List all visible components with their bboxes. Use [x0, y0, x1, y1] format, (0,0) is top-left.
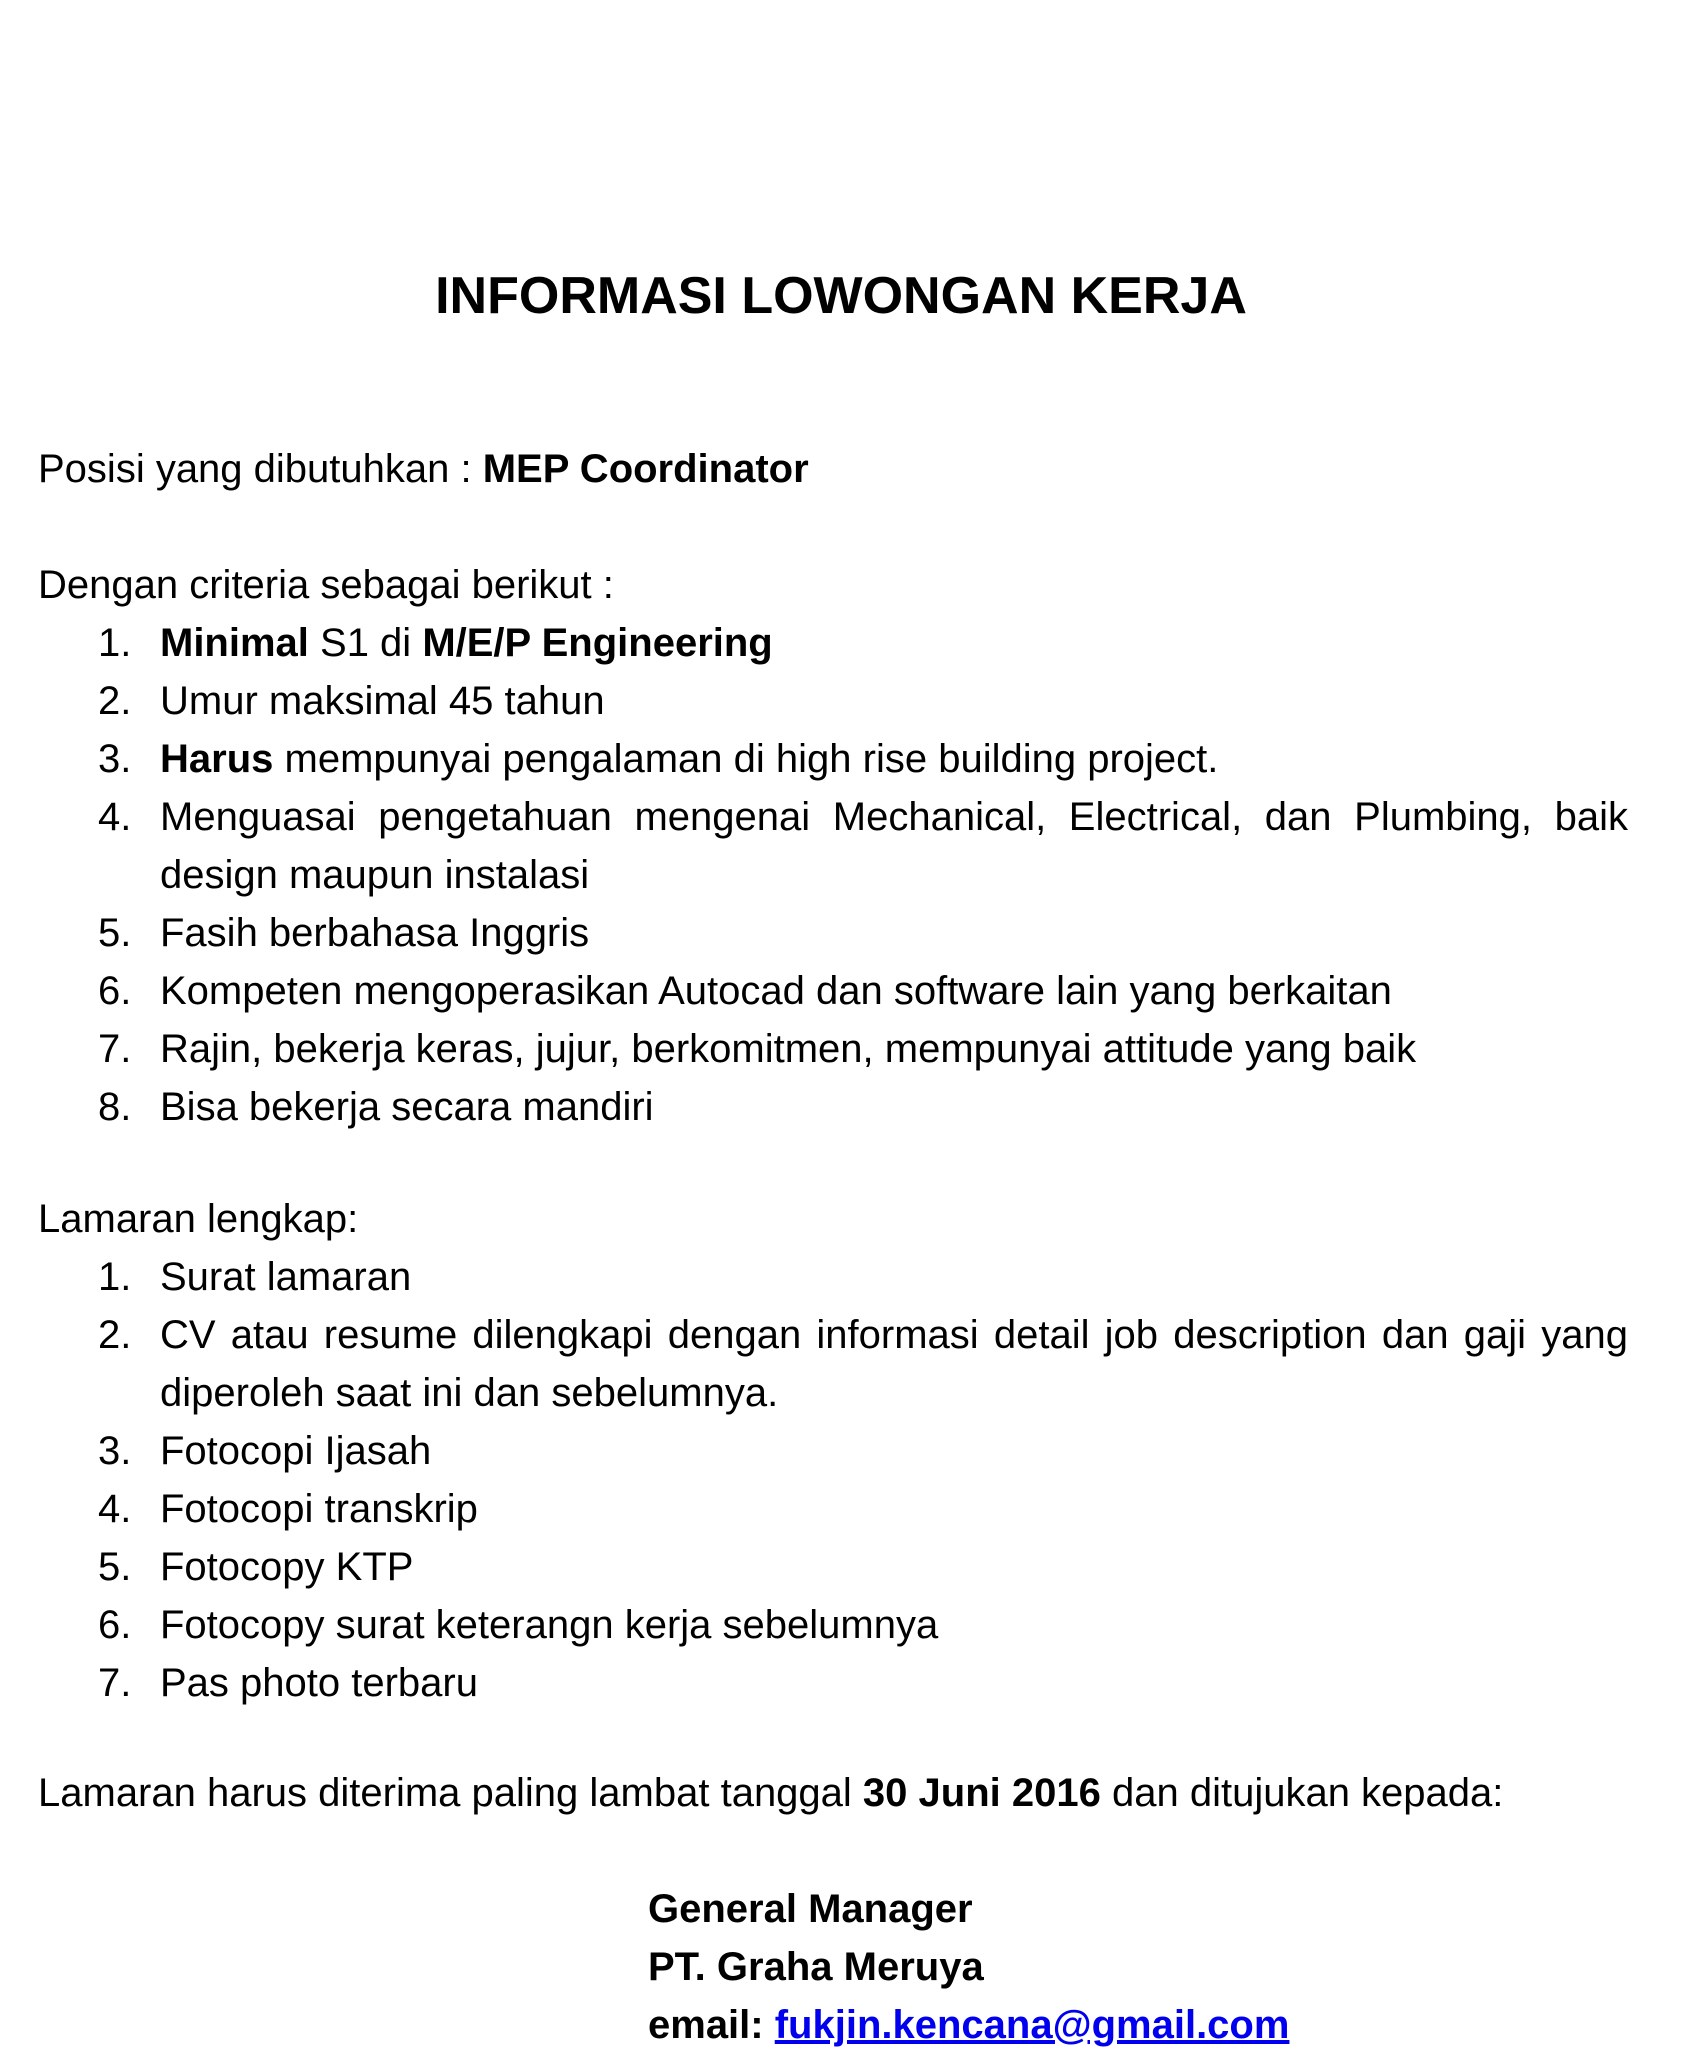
list-item — [38, 672, 1628, 730]
list-item — [38, 730, 1628, 788]
list-item — [38, 1654, 1628, 1712]
list-item — [38, 1248, 1628, 1306]
list-number: 3. — [98, 1429, 132, 1473]
item-text: Fotocopi transkrip — [160, 1487, 478, 1531]
application-list — [38, 1248, 1628, 1712]
item-text: mempunyai pengalaman di high rise building project. — [273, 737, 1219, 781]
deadline-text-after: dan ditujukan kepada: — [1100, 1771, 1504, 1815]
item-text: Fasih berbahasa Inggris — [160, 911, 590, 955]
criteria-intro: Dengan criteria sebagai berikut : — [38, 563, 614, 607]
list-item — [38, 614, 1628, 672]
item-text: Fotocopy KTP — [160, 1545, 414, 1589]
recipient-company: PT. Graha Meruya — [648, 1945, 984, 1989]
item-bold-text: M/E/P Engineering — [422, 621, 773, 665]
position-line — [38, 440, 1628, 498]
list-number: 1. — [98, 1255, 132, 1299]
list-number: 5. — [98, 911, 132, 955]
item-text: Fotocopi Ijasah — [160, 1429, 432, 1473]
item-text: Surat lamaran — [160, 1255, 412, 1299]
list-number: 2. — [98, 679, 132, 723]
application-intro: Lamaran lengkap: — [38, 1197, 359, 1241]
deadline-line — [38, 1764, 1628, 1822]
recipient-email-line — [648, 1996, 1289, 2054]
list-item — [38, 962, 1628, 1020]
position-value: MEP Coordinator — [482, 447, 809, 491]
document-title: INFORMASI LOWONGAN KERJA — [435, 267, 1247, 325]
position-label: Posisi yang dibutuhkan : — [38, 447, 483, 491]
item-text: Bisa bekerja secara mandiri — [160, 1085, 654, 1129]
recipient-block — [648, 1880, 1289, 2054]
list-number: 3. — [98, 737, 132, 781]
list-number: 7. — [98, 1027, 132, 1071]
recipient-role: General Manager — [648, 1887, 973, 1931]
list-item — [38, 1538, 1628, 1596]
list-number: 7. — [98, 1661, 132, 1705]
list-item — [38, 1078, 1628, 1136]
list-number: 2. — [98, 1313, 132, 1357]
list-item — [38, 788, 1628, 904]
email-label: email: — [648, 2003, 775, 2047]
list-number: 4. — [98, 1487, 132, 1531]
item-text: Umur maksimal 45 tahun — [160, 679, 605, 723]
item-text: CV atau resume dilengkapi dengan informasi detail job description dan gaji yang diperoleh saat ini dan sebelumnya. — [160, 1313, 1628, 1415]
list-item — [38, 1306, 1628, 1422]
list-number: 4. — [98, 795, 132, 839]
list-number: 6. — [98, 1603, 132, 1647]
list-item — [38, 1480, 1628, 1538]
item-text: Pas photo terbaru — [160, 1661, 478, 1705]
item-bold-text: Harus — [160, 737, 274, 781]
item-text: Menguasai pengetahuan mengenai Mechanical, Electrical, dan Plumbing, baik design maupun instalasi — [160, 795, 1628, 897]
list-item — [38, 1020, 1628, 1078]
list-number: 1. — [98, 621, 132, 665]
list-number: 6. — [98, 969, 132, 1013]
criteria-list — [38, 614, 1628, 1136]
item-text: Fotocopy surat keterangn kerja sebelumnya — [160, 1603, 939, 1647]
list-number: 5. — [98, 1545, 132, 1589]
list-item — [38, 904, 1628, 962]
item-text: S1 di — [308, 621, 423, 665]
deadline-date: 30 Juni 2016 — [862, 1771, 1101, 1815]
email-link[interactable]: fukjin.kencana@gmail.com — [774, 2003, 1290, 2047]
item-text: Rajin, bekerja keras, jujur, berkomitmen, mempunyai attitude yang baik — [160, 1027, 1417, 1071]
list-item — [38, 1422, 1628, 1480]
list-item — [38, 1596, 1628, 1654]
item-bold-text: Minimal — [160, 621, 309, 665]
deadline-text-before: Lamaran harus diterima paling lambat tanggal — [38, 1771, 863, 1815]
item-text: Kompeten mengoperasikan Autocad dan software lain yang berkaitan — [160, 969, 1392, 1013]
list-number: 8. — [98, 1085, 132, 1129]
